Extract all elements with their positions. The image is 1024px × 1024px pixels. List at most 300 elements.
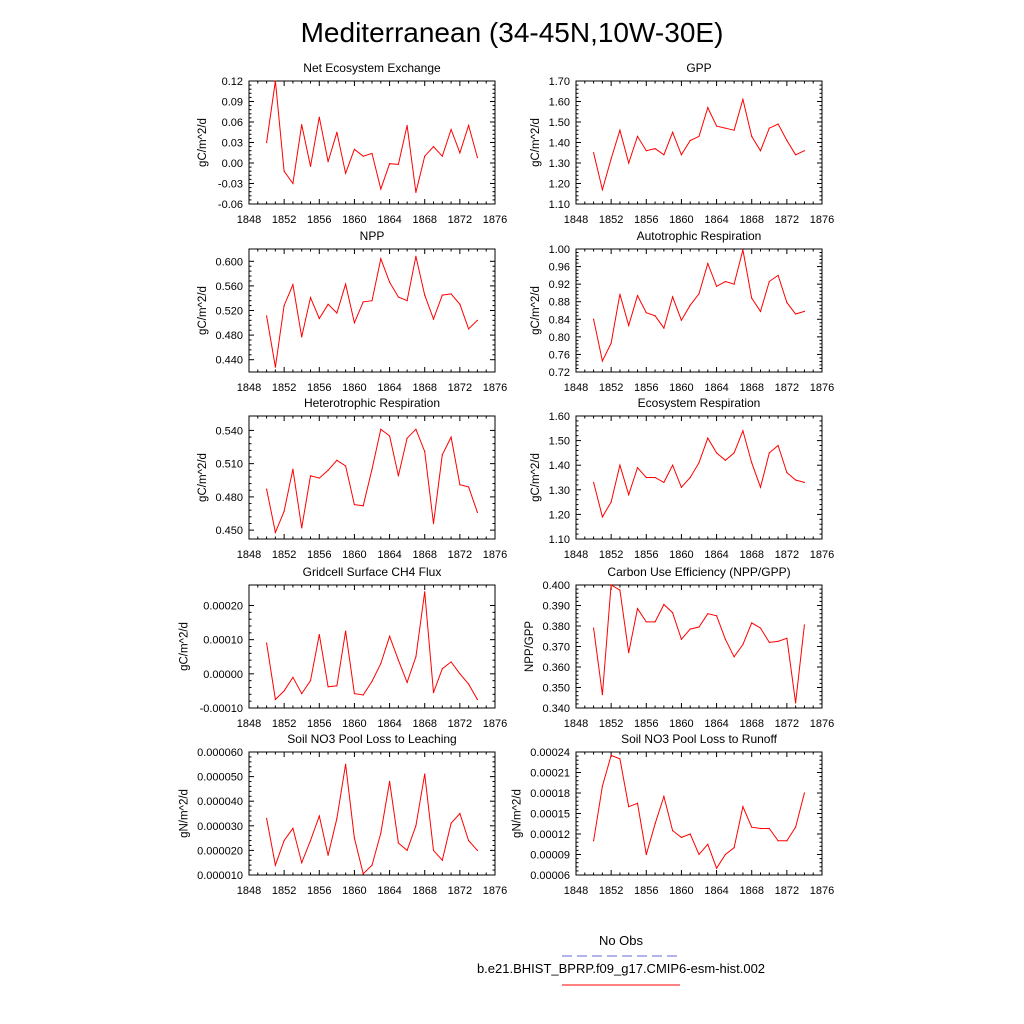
data-point: [593, 152, 594, 153]
data-point: [468, 328, 469, 329]
data-point: [301, 336, 302, 337]
data-point: [786, 638, 787, 639]
figure-title: Mediterranean (34-45N,10W-30E): [300, 17, 724, 48]
data-point: [468, 486, 469, 487]
series-line: [267, 764, 478, 874]
y-tick-label: 0.80: [548, 331, 570, 344]
x-tick-label: 1864: [704, 885, 729, 897]
data-point: [690, 628, 691, 629]
data-point: [284, 305, 285, 306]
data-point: [389, 282, 390, 283]
data-point: [371, 865, 372, 866]
x-tick-label: 1876: [809, 214, 835, 226]
y-axis-label: gC/m^2/d: [197, 118, 209, 167]
panel-8: [524, 565, 834, 730]
data-point: [593, 482, 594, 483]
data-point: [389, 636, 390, 637]
data-point: [637, 136, 638, 137]
data-point: [593, 627, 594, 628]
data-point: [742, 644, 743, 645]
data-point: [433, 146, 434, 147]
x-tick-label: 1848: [236, 718, 262, 730]
y-tick-label: 0.72: [548, 367, 570, 379]
y-tick-label: 0.03: [221, 137, 243, 150]
x-tick-label: 1872: [774, 885, 800, 897]
data-point: [424, 295, 425, 296]
x-tick-label: 1864: [377, 214, 402, 226]
data-point: [637, 803, 638, 804]
data-point: [363, 301, 364, 302]
data-point: [716, 452, 717, 453]
data-point: [389, 163, 390, 164]
data-point: [345, 283, 346, 284]
x-tick-label: 1872: [774, 718, 800, 730]
y-axis-label: gN/m^2/d: [511, 789, 524, 838]
y-tick-label: 0.00012: [530, 829, 570, 841]
data-point: [734, 847, 735, 848]
data-point: [468, 683, 469, 684]
data-point: [459, 813, 460, 814]
plot-frame: [249, 249, 495, 372]
x-tick-label: 1848: [563, 885, 589, 897]
data-point: [619, 590, 620, 591]
data-point: [646, 312, 647, 313]
data-point: [602, 516, 603, 517]
y-tick-label: 1.30: [548, 484, 570, 497]
data-point: [751, 136, 752, 137]
plot-frame: [576, 81, 822, 204]
y-axis-label: gC/m^2/d: [530, 118, 543, 167]
data-point: [363, 156, 364, 157]
data-point: [804, 482, 805, 483]
y-tick-label: 1.20: [548, 509, 570, 522]
y-tick-label: 0.350: [542, 682, 570, 695]
data-point: [292, 469, 293, 470]
x-tick-label: 1876: [482, 214, 508, 226]
data-point: [310, 840, 311, 841]
y-axis-label: gN/m^2/d: [178, 789, 191, 838]
x-tick-label: 1876: [482, 885, 508, 897]
x-tick-label: 1848: [563, 214, 589, 226]
y-tick-label: -0.00010: [199, 703, 243, 715]
x-tick-label: 1852: [598, 382, 624, 394]
plot-frame: [249, 81, 495, 204]
x-tick-label: 1868: [412, 214, 437, 226]
x-tick-label: 1860: [342, 382, 367, 394]
series-line: [267, 81, 478, 192]
x-tick-label: 1864: [704, 382, 729, 394]
x-tick-label: 1856: [634, 885, 659, 897]
data-point: [415, 256, 416, 257]
x-tick-label: 1860: [669, 382, 694, 394]
data-point: [459, 673, 460, 674]
data-point: [327, 161, 328, 162]
data-point: [301, 527, 302, 528]
data-point: [398, 164, 399, 165]
x-tick-label: 1872: [447, 549, 473, 561]
data-point: [442, 295, 443, 296]
data-point: [275, 699, 276, 700]
legend-obs-label: No Obs: [598, 933, 644, 948]
panel-title: Ecosystem Respiration: [637, 396, 761, 410]
y-tick-label: 0.00015: [530, 808, 570, 821]
y-tick-label: 0.370: [542, 641, 570, 654]
data-point: [407, 125, 408, 126]
x-tick-label: 1852: [271, 885, 297, 897]
y-tick-label: -0.03: [217, 178, 243, 191]
data-point: [637, 467, 638, 468]
x-tick-label: 1876: [482, 382, 508, 394]
data-point: [284, 171, 285, 172]
data-point: [433, 319, 434, 320]
data-point: [786, 140, 787, 141]
y-tick-label: 0.450: [215, 525, 243, 538]
data-point: [301, 693, 302, 694]
data-point: [275, 865, 276, 866]
data-point: [319, 815, 320, 816]
plot-frame: [576, 585, 822, 708]
data-point: [628, 806, 629, 807]
y-tick-label: 0.88: [548, 296, 570, 309]
data-point: [742, 430, 743, 431]
data-point: [345, 173, 346, 174]
data-point: [477, 320, 478, 321]
data-point: [698, 854, 699, 855]
data-point: [672, 132, 673, 133]
data-point: [266, 142, 267, 143]
plot-frame: [249, 585, 495, 708]
data-point: [477, 512, 478, 513]
data-point: [459, 152, 460, 153]
data-point: [354, 322, 355, 323]
y-tick-label: 0.000040: [197, 796, 243, 809]
data-point: [742, 806, 743, 807]
y-axis-label: gC/m^2/d: [178, 622, 191, 671]
data-point: [619, 465, 620, 466]
data-point: [292, 284, 293, 285]
x-tick-label: 1860: [669, 214, 694, 226]
panel-6: [530, 396, 834, 561]
x-tick-label: 1864: [704, 718, 729, 730]
y-tick-label: 1.10: [548, 199, 570, 211]
data-point: [672, 465, 673, 466]
x-tick-label: 1864: [704, 549, 729, 561]
data-point: [725, 460, 726, 461]
data-point: [707, 438, 708, 439]
data-point: [415, 429, 416, 430]
data-point: [663, 327, 664, 328]
data-point: [611, 755, 612, 756]
data-point: [319, 634, 320, 635]
data-point: [646, 621, 647, 622]
data-point: [795, 479, 796, 480]
y-tick-label: 0.000050: [197, 771, 243, 784]
data-point: [619, 758, 620, 759]
x-tick-label: 1868: [412, 382, 437, 394]
data-point: [310, 680, 311, 681]
data-point: [716, 126, 717, 127]
data-point: [292, 183, 293, 184]
y-tick-label: 0.380: [542, 621, 570, 633]
data-point: [707, 263, 708, 264]
data-point: [751, 827, 752, 828]
data-point: [611, 502, 612, 503]
y-tick-label: 0.84: [548, 314, 570, 327]
x-tick-label: 1872: [774, 382, 800, 394]
data-point: [654, 315, 655, 316]
data-point: [690, 477, 691, 478]
data-point: [424, 156, 425, 157]
data-point: [795, 154, 796, 155]
data-point: [777, 840, 778, 841]
panel-title: Gridcell Surface CH4 Flux: [302, 565, 442, 579]
x-tick-label: 1856: [634, 549, 659, 561]
data-point: [804, 150, 805, 151]
data-point: [371, 153, 372, 154]
data-point: [354, 838, 355, 839]
panels: [178, 61, 834, 897]
data-point: [769, 281, 770, 282]
data-point: [698, 462, 699, 463]
data-point: [602, 360, 603, 361]
data-point: [345, 631, 346, 632]
panel-title: Heterotrophic Respiration: [303, 396, 441, 410]
data-point: [628, 652, 629, 653]
y-tick-label: 0.000060: [197, 747, 243, 759]
panel-10: [512, 732, 835, 897]
x-tick-label: 1864: [704, 214, 729, 226]
data-point: [663, 796, 664, 797]
data-point: [442, 454, 443, 455]
data-point: [450, 293, 451, 294]
legend-model-label: b.e21.BHIST_BPRP.f09_g17.CMIP6-esm-hist.002: [476, 961, 766, 976]
data-point: [654, 477, 655, 478]
y-tick-label: 0.96: [548, 261, 570, 274]
x-tick-label: 1860: [342, 718, 367, 730]
data-point: [266, 642, 267, 643]
series-line: [594, 585, 805, 703]
y-tick-label: 0.390: [542, 600, 570, 613]
data-point: [407, 300, 408, 301]
y-tick-label: 1.50: [548, 435, 570, 448]
y-tick-label: 0.09: [221, 96, 243, 109]
data-point: [424, 774, 425, 775]
data-point: [407, 682, 408, 683]
data-point: [336, 132, 337, 133]
y-tick-label: -0.06: [217, 199, 243, 211]
data-point: [786, 472, 787, 473]
x-tick-label: 1856: [634, 214, 659, 226]
data-point: [380, 663, 381, 664]
y-tick-label: 0.480: [215, 491, 243, 504]
panel-5: [197, 396, 507, 561]
data-point: [284, 840, 285, 841]
data-point: [380, 429, 381, 430]
data-point: [602, 189, 603, 190]
x-tick-label: 1860: [669, 885, 694, 897]
data-point: [459, 304, 460, 305]
data-point: [345, 764, 346, 765]
data-point: [716, 286, 717, 287]
y-tick-label: 0.000020: [197, 845, 243, 858]
data-point: [663, 604, 664, 605]
y-tick-label: 1.00: [548, 244, 570, 256]
data-point: [637, 608, 638, 609]
data-point: [371, 681, 372, 682]
panel-1: [197, 61, 507, 226]
data-point: [663, 482, 664, 483]
data-point: [681, 837, 682, 838]
data-point: [760, 311, 761, 312]
data-point: [734, 656, 735, 657]
data-point: [611, 584, 612, 585]
data-point: [777, 123, 778, 124]
data-point: [450, 436, 451, 437]
data-point: [716, 868, 717, 869]
data-point: [654, 823, 655, 824]
data-point: [725, 639, 726, 640]
data-point: [690, 305, 691, 306]
x-tick-label: 1868: [739, 718, 764, 730]
y-tick-label: 1.30: [548, 158, 570, 170]
data-point: [310, 166, 311, 167]
data-point: [327, 304, 328, 305]
data-point: [804, 624, 805, 625]
plot-frame: [576, 752, 822, 875]
data-point: [459, 484, 460, 485]
x-tick-label: 1856: [307, 885, 332, 897]
x-tick-label: 1864: [377, 382, 402, 394]
data-point: [477, 699, 478, 700]
data-point: [450, 129, 451, 130]
y-tick-label: 1.20: [548, 178, 570, 191]
data-point: [795, 313, 796, 314]
x-tick-label: 1852: [598, 718, 624, 730]
data-point: [319, 117, 320, 118]
data-point: [654, 621, 655, 622]
y-tick-label: 0.480: [215, 330, 243, 343]
y-tick-label: 0.400: [542, 580, 570, 592]
data-point: [336, 312, 337, 313]
data-point: [707, 613, 708, 614]
data-point: [415, 825, 416, 826]
x-tick-label: 1872: [774, 549, 800, 561]
data-point: [354, 149, 355, 150]
data-point: [698, 293, 699, 294]
x-tick-label: 1856: [307, 718, 332, 730]
plot-frame: [576, 249, 822, 372]
data-point: [769, 452, 770, 453]
data-point: [628, 494, 629, 495]
y-tick-label: 0.92: [548, 279, 570, 292]
data-point: [769, 828, 770, 829]
data-point: [672, 296, 673, 297]
x-tick-label: 1848: [563, 549, 589, 561]
data-point: [275, 366, 276, 367]
data-point: [310, 475, 311, 476]
data-point: [663, 154, 664, 155]
data-point: [725, 281, 726, 282]
data-point: [777, 275, 778, 276]
data-point: [284, 690, 285, 691]
x-tick-label: 1848: [236, 885, 262, 897]
x-tick-label: 1864: [377, 718, 402, 730]
panel-title: NPP: [359, 229, 385, 243]
x-tick-label: 1848: [236, 214, 262, 226]
data-point: [602, 694, 603, 695]
data-point: [690, 140, 691, 141]
data-point: [371, 469, 372, 470]
y-tick-label: 0.12: [221, 76, 243, 88]
data-point: [398, 296, 399, 297]
data-point: [777, 641, 778, 642]
x-tick-label: 1852: [598, 549, 624, 561]
data-point: [769, 128, 770, 129]
data-point: [424, 591, 425, 592]
data-point: [725, 128, 726, 129]
data-point: [742, 99, 743, 100]
series-line: [267, 429, 478, 532]
x-tick-label: 1852: [271, 382, 297, 394]
data-point: [628, 162, 629, 163]
data-point: [725, 854, 726, 855]
y-tick-label: 1.60: [548, 96, 570, 109]
data-point: [637, 295, 638, 296]
panel-title: Carbon Use Efficiency (NPP/GPP): [607, 565, 791, 579]
y-tick-label: 1.40: [548, 460, 570, 473]
data-point: [681, 487, 682, 488]
x-tick-label: 1860: [342, 214, 367, 226]
data-point: [760, 627, 761, 628]
series-line: [267, 256, 478, 367]
x-tick-label: 1848: [563, 718, 589, 730]
data-point: [619, 130, 620, 131]
data-point: [804, 792, 805, 793]
data-point: [646, 477, 647, 478]
data-point: [734, 452, 735, 453]
data-point: [795, 827, 796, 828]
data-point: [363, 694, 364, 695]
data-point: [433, 692, 434, 693]
data-point: [760, 150, 761, 151]
data-point: [433, 523, 434, 524]
x-tick-label: 1864: [377, 549, 402, 561]
data-point: [681, 639, 682, 640]
data-point: [672, 830, 673, 831]
data-point: [266, 818, 267, 819]
panel-title: GPP: [686, 61, 712, 75]
x-tick-label: 1868: [412, 549, 437, 561]
x-tick-label: 1852: [598, 885, 624, 897]
plot-frame: [249, 752, 495, 875]
data-point: [681, 320, 682, 321]
y-tick-label: 0.340: [542, 703, 570, 715]
data-point: [804, 311, 805, 312]
x-tick-label: 1856: [634, 718, 659, 730]
x-tick-label: 1848: [236, 382, 262, 394]
data-point: [292, 677, 293, 678]
data-point: [468, 840, 469, 841]
series-line: [594, 431, 805, 517]
data-point: [310, 297, 311, 298]
x-tick-label: 1868: [739, 382, 764, 394]
y-tick-label: 0.540: [215, 425, 243, 438]
y-axis-label: gC/m^2/d: [197, 453, 209, 502]
data-point: [371, 300, 372, 301]
x-tick-label: 1848: [563, 382, 589, 394]
data-point: [698, 136, 699, 137]
data-point: [707, 844, 708, 845]
